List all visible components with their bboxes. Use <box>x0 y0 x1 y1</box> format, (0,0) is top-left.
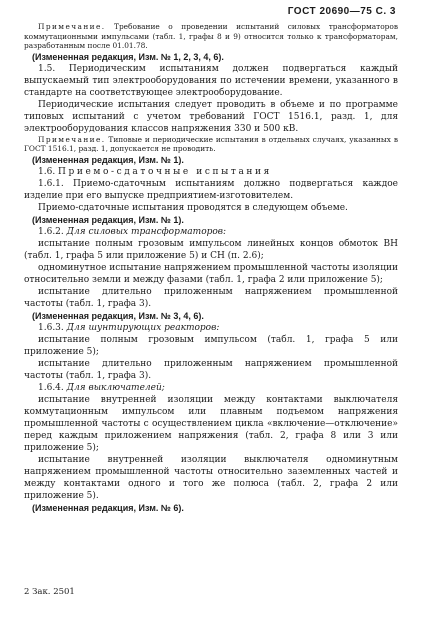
page-header: ГОСТ 20690—75 С. 3 <box>287 6 396 17</box>
section-number: 1.6. <box>38 166 59 177</box>
paragraph-1-6-1: 1.6.1. Приемо-сдаточным испытаниям должно подвергаться каждое изделие при его выпуске предприятием-изготовителем. <box>24 178 398 201</box>
note-1-label: Примечание. <box>38 22 106 31</box>
paragraph-1-6-3-b: испытание длительно приложенным напряжением промышленной частоты (табл. 1, графа 3). <box>24 358 398 381</box>
edition-note-3: (Измененная редакция, Изм. № 1). <box>32 214 184 225</box>
paragraph-1-5-b: Периодические испытания следует проводить в объеме и по программе типовых испытаний с учетом требований ГОСТ 1516.1, разд. 1, для электрооборудования классов напряжения 330 и 500 кВ. <box>24 99 398 134</box>
page-footer: 2 Зак. 2501 <box>24 587 75 597</box>
section-title: Для шунтирующих реакторов: <box>66 322 220 333</box>
note-2-label: Примечание. <box>38 134 106 144</box>
section-title: Приемо-сдаточные испытания <box>58 166 272 177</box>
note-2-text: Типовые и периодические испытания в отдельных случаях, указанных в ГОСТ 1516.1, разд. 1, допускается не проводить. <box>24 134 398 154</box>
section-title: Для силовых трансформаторов: <box>66 226 227 237</box>
paragraph-1-6 <box>24 166 398 178</box>
paragraph-1-6-2-b: одноминутное испытание напряжением промышленной частоты изоляции относительно земли и между фазами (табл. 1, графа 2 или приложение 5); <box>24 262 398 285</box>
paragraph-1-6-1-b: Приемо-сдаточные испытания проводятся в следующем объеме. <box>38 202 348 213</box>
section-title: Для выключателей; <box>66 382 165 393</box>
note-1-text: Требование о проведении испытаний силовых трансформаторов коммутационными импульсами (табл. 1, графы 8 и 9) относится только к трансформаторам, разработанным после 01.01.78. <box>24 22 398 51</box>
note-1 <box>24 22 398 51</box>
paragraph-1-5: 1.5. Периодическим испытаниям должен подвергаться каждый выпускаемый тип электрооборудования по истечении времени, указанного в стандарте на соответствующее электрооборудование. <box>24 63 398 98</box>
note-2 <box>24 135 398 154</box>
paragraph-1-6-2-a: испытание полным грозовым импульсом линейных концов обмоток ВН (табл. 1, графа 5 или приложение 5) и СН (п. 2.6); <box>24 238 398 261</box>
paragraph-1-6-2-c: испытание длительно приложенным напряжением промышленной частоты (табл. 1, графа 3). <box>24 286 398 309</box>
edition-note-2: (Измененная редакция, Изм. № 1). <box>32 154 184 165</box>
edition-note-4: (Измененная редакция, Изм. № 3, 4, 6). <box>32 310 204 321</box>
edition-note-1: (Измененная редакция, Изм. № 1, 2, 3, 4, 6). <box>32 51 224 62</box>
section-number: 1.6.3. <box>38 322 67 333</box>
section-number: 1.6.4. <box>38 382 67 393</box>
paragraph-1-6-4-a: испытание внутренней изоляции между контактами выключателя коммутационным импульсом или плавным подъемом напряжения промышленной частоты с осуществлением цикла «включение—отключение» перед каждым приложением напряжения (табл. 2, графа 8 или 3 или приложение 5); <box>24 394 398 453</box>
section-number: 1.6.2. <box>38 226 67 237</box>
paragraph-1-6-4-b: испытание внутренней изоляции выключателя одноминутным напряжением промышленной частоты относительно заземленных частей и между контактами одного и того же полюса (табл. 2, графа 2 или приложение 5). <box>24 454 398 501</box>
edition-note-5: (Измененная редакция, Изм. № 6). <box>32 502 184 513</box>
paragraph-1-6-3 <box>24 322 398 334</box>
paragraph-1-6-4 <box>24 382 398 394</box>
paragraph-1-6-3-a: испытание полным грозовым импульсом (табл. 1, графа 5 или приложение 5); <box>24 334 398 357</box>
paragraph-1-6-2 <box>24 226 398 238</box>
